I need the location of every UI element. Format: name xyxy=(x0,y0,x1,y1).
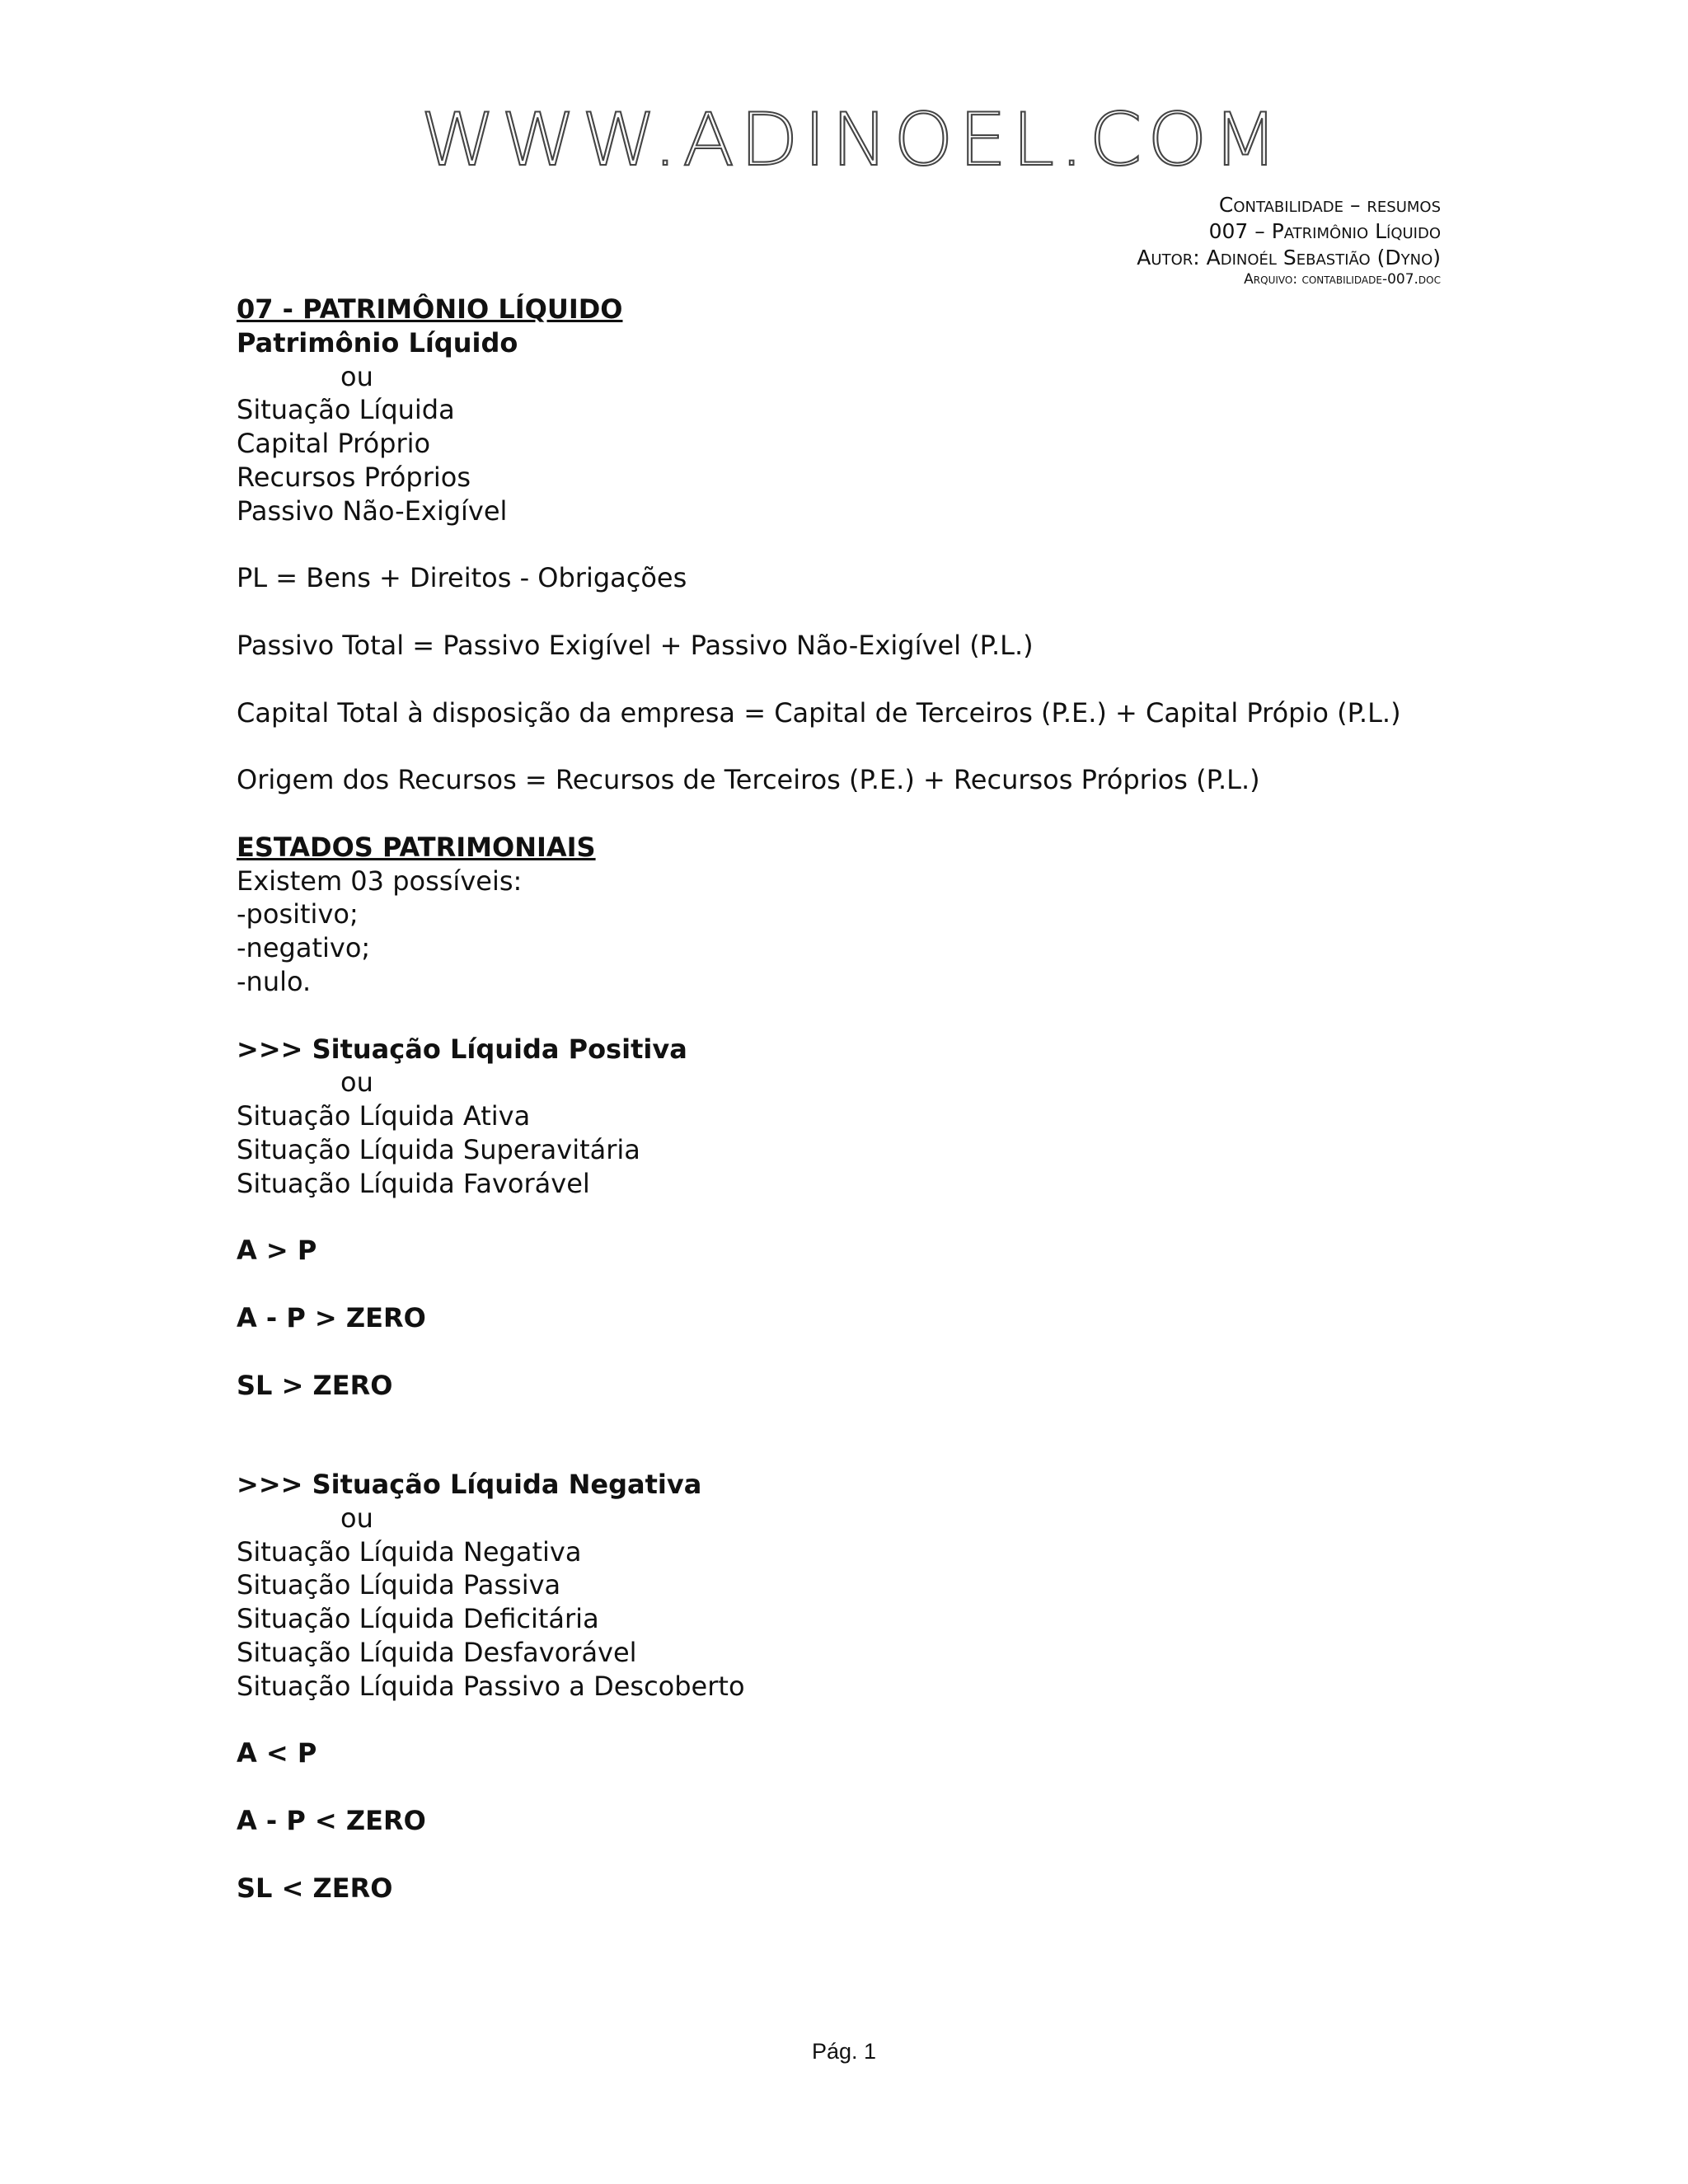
list-item: Situação Líquida Passivo a Descoberto xyxy=(237,1670,745,1702)
synonym-item: Capital Próprio xyxy=(237,428,431,460)
synonym-item: Passivo Não-Exigível xyxy=(237,494,508,527)
equation: A < P xyxy=(237,1737,317,1769)
equation: SL > ZERO xyxy=(237,1369,393,1401)
formula-capital: Capital Total à disposição da empresa = Capital de Terceiros (P.E.) + Capital Própio (P.L.) xyxy=(237,696,1401,729)
page-title: 07 - PATRIMÔNIO LÍQUIDO xyxy=(237,293,623,325)
synonym-item: Recursos Próprios xyxy=(237,461,471,493)
list-item: Situação Líquida Passiva xyxy=(237,1569,561,1601)
list-item: -positivo; xyxy=(237,898,359,930)
section-heading-estados: ESTADOS PATRIMONIAIS xyxy=(237,831,596,863)
or-text: ou xyxy=(340,1502,373,1534)
header-author: Autor: Adinoél Sebastião (Dyno) xyxy=(1137,246,1441,269)
or-text: ou xyxy=(340,1066,373,1099)
synonym-item: Situação Líquida xyxy=(237,394,455,426)
or-text: ou xyxy=(340,360,373,392)
page-number: Pág. 1 xyxy=(811,2039,877,2064)
formula-origem: Origem dos Recursos = Recursos de Terceiros (P.E.) + Recursos Próprios (P.L.) xyxy=(237,764,1260,796)
list-item: Situação Líquida Deficitária xyxy=(237,1603,599,1635)
section-subtitle: Patrimônio Líquido xyxy=(237,326,518,359)
list-item: -negativo; xyxy=(237,932,371,964)
document-body xyxy=(237,293,1473,1905)
formula-pl: PL = Bens + Direitos - Obrigações xyxy=(237,562,687,594)
list-item: Situação Líquida Ativa xyxy=(237,1100,531,1132)
header-topic: 007 – Patrimônio Líquido xyxy=(1208,219,1441,243)
header-file: Arquivo: contabilidade-007.doc xyxy=(1244,271,1441,288)
equation: A - P > ZERO xyxy=(237,1301,426,1333)
list-item: -nulo. xyxy=(237,965,312,997)
equation: SL < ZERO xyxy=(237,1872,393,1904)
watermark-logo: WWW.ADINOEL.COM xyxy=(420,97,1284,182)
section-heading-negativa: >>> Situação Líquida Negativa xyxy=(237,1469,702,1501)
estados-intro: Existem 03 possíveis: xyxy=(237,865,523,897)
list-item: Situação Líquida Favorável xyxy=(237,1167,590,1199)
list-item: Situação Líquida Negativa xyxy=(237,1535,582,1568)
list-item: Situação Líquida Superavitária xyxy=(237,1133,640,1165)
list-item: Situação Líquida Desfavorável xyxy=(237,1637,637,1669)
equation: A - P < ZERO xyxy=(237,1805,426,1837)
header-course: Contabilidade – resumos xyxy=(1218,193,1441,217)
section-heading-positiva: >>> Situação Líquida Positiva xyxy=(237,1033,687,1065)
formula-passivo: Passivo Total = Passivo Exigível + Passivo Não-Exigível (P.L.) xyxy=(237,629,1034,661)
equation: A > P xyxy=(237,1235,317,1267)
